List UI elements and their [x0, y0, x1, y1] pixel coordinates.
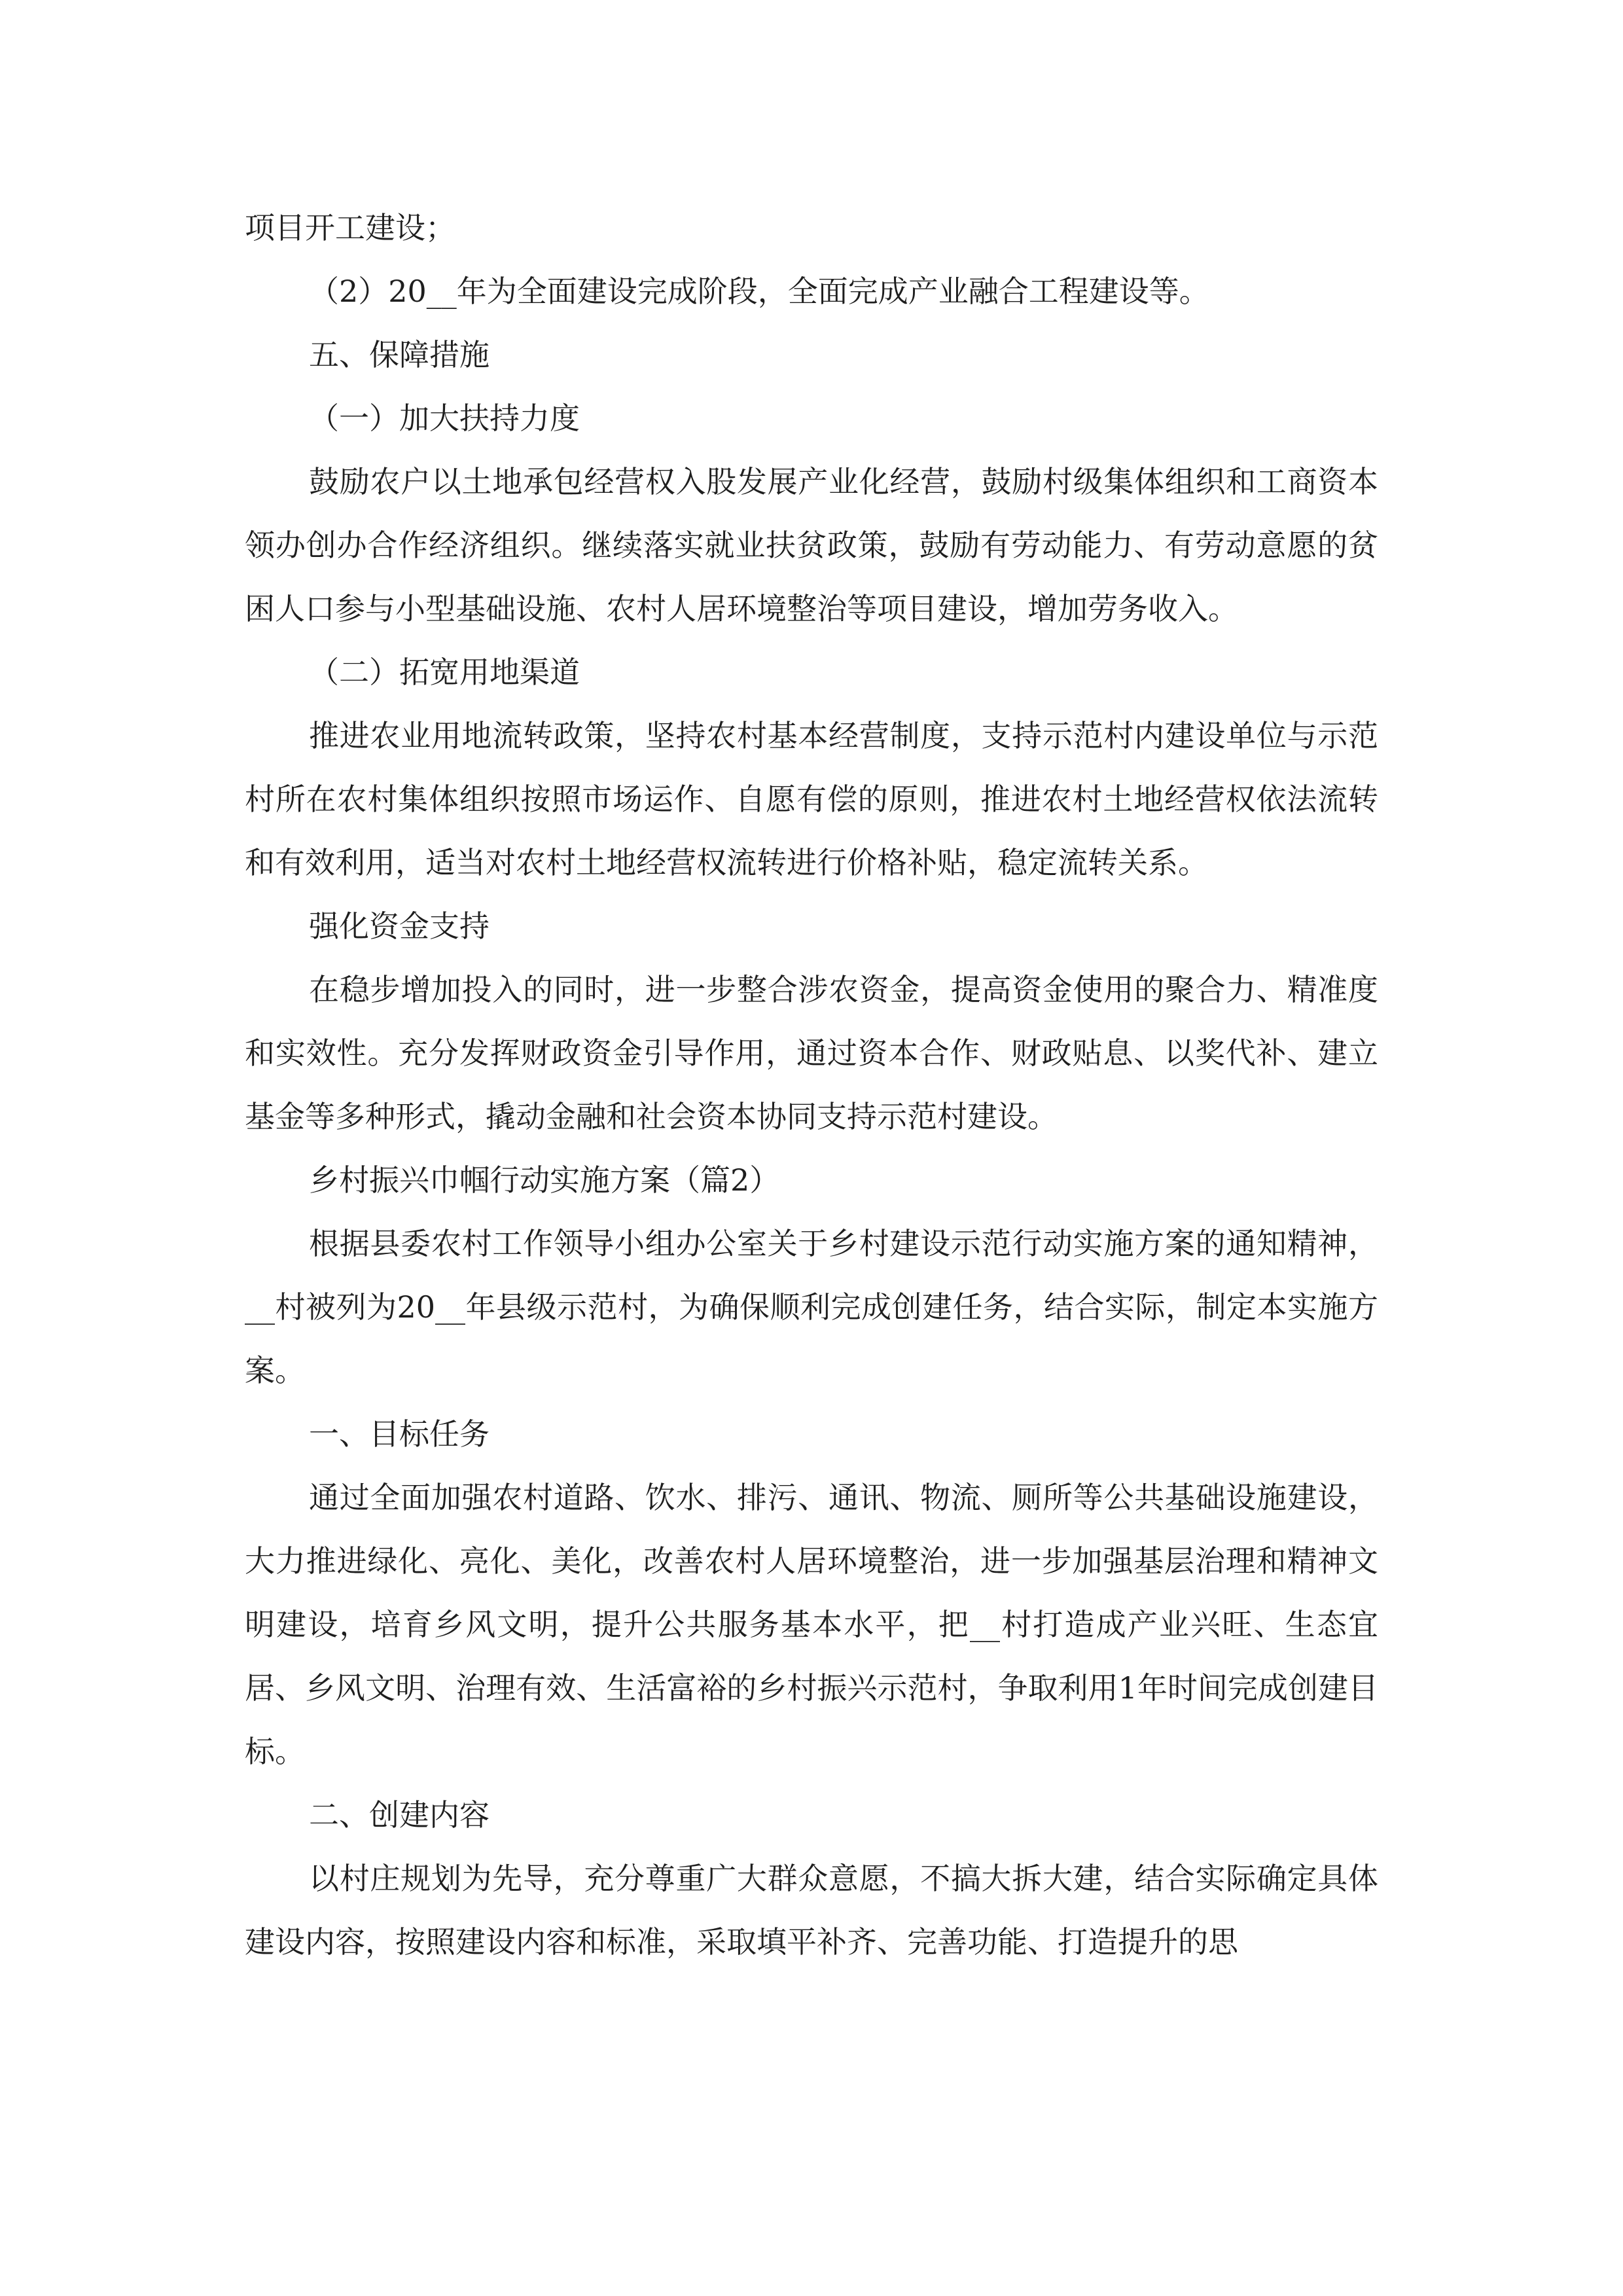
document-body: [245, 196, 1378, 1974]
subheading-funding: 强化资金支持: [309, 908, 490, 944]
subheading-land: （二）拓宽用地渠道: [309, 655, 580, 690]
paragraph-content: 以村庄规划为先导，充分尊重广大群众意愿，不搞大拆大建，结合实际确定具体建设内容，按照建设内容和标准，采取填平补齐、完善功能、打造提升的思: [245, 1861, 1378, 1960]
paragraph-funding: 在稳步增加投入的同时，进一步整合涉农资金，提高资金使用的聚合力、精准度和实效性。充分发挥财政资金引导作用，通过资本合作、财政贴息、以奖代补、建立基金等多种形式，撬动金融和社会资本协同支持示范村建设。: [245, 972, 1378, 1134]
section-heading-safeguards: 五、保障措施: [309, 337, 490, 372]
paragraph-intro: 根据县委农村工作领导小组办公室关于乡村建设示范行动实施方案的通知精神，__村被列为20__年县级示范村，为确保顺利完成创建任务，结合实际，制定本实施方案。: [245, 1226, 1378, 1388]
paragraph-phase-two: （2）20__年为全面建设完成阶段，全面完成产业融合工程建设等。: [309, 274, 1209, 309]
paragraph-land: 推进农业用地流转政策，坚持农村基本经营制度，支持示范村内建设单位与示范村所在农村集体组织按照市场运作、自愿有偿的原则，推进农村土地经营权依法流转和有效利用，适当对农村土地经营权流转进行价格补贴，稳定流转关系。: [245, 718, 1378, 880]
paragraph-support: 鼓励农户以土地承包经营权入股发展产业化经营，鼓励村级集体组织和工商资本领办创办合作经济组织。继续落实就业扶贫政策，鼓励有劳动能力、有劳动意愿的贫困人口参与小型基础设施、农村人居环境整治等项目建设，增加劳务收入。: [245, 464, 1378, 626]
document-title-part-two: 乡村振兴巾帼行动实施方案（篇2）: [309, 1162, 780, 1198]
section-heading-goals: 一、目标任务: [309, 1416, 490, 1452]
subheading-support: （一）加大扶持力度: [309, 401, 580, 436]
paragraph-continuation: 项目开工建设；: [245, 210, 455, 245]
section-heading-content: 二、创建内容: [309, 1797, 490, 1833]
paragraph-goals: 通过全面加强农村道路、饮水、排污、通讯、物流、厕所等公共基础设施建设，大力推进绿化、亮化、美化，改善农村人居环境整治，进一步加强基层治理和精神文明建设，培育乡风文明，提升公共服务基本水平，把__村打造成产业兴旺、生态宜居、乡风文明、治理有效、生活富裕的乡村振兴示范村，争取利用1年时间完成创建目标。: [245, 1480, 1378, 1769]
